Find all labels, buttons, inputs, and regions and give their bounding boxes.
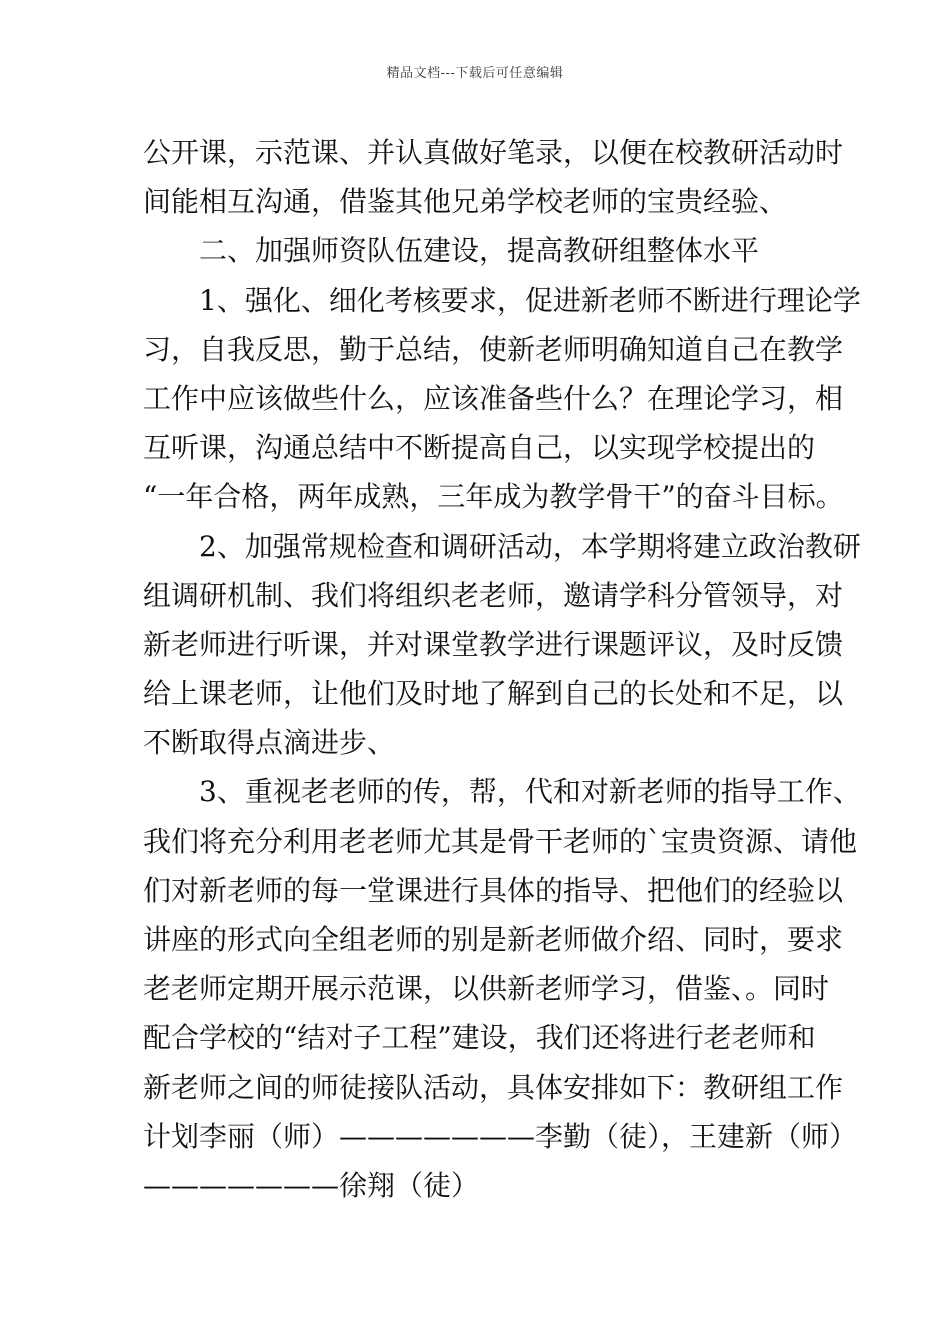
section-heading: 二、加强师资队伍建设，提高教研组整体水平: [199, 234, 760, 268]
text-line: 3、重视老老师的传，帮，代和对新老师的指导工作、: [199, 775, 861, 809]
text-line: 我们将充分利用老老师尤其是骨干老师的`宝贵资源、请他: [143, 824, 858, 858]
text-line: 间能相互沟通，借鉴其他兄弟学校老师的宝贵经验、: [143, 185, 788, 219]
page-header: 精品文档---下载后可任意编辑: [386, 66, 564, 81]
text-line: 习，自我反思，勤于总结，使新老师明确知道自己在教学: [143, 332, 844, 366]
text-line: “一年合格，两年成熟，三年成为教学骨干”的奋斗目标。: [143, 480, 844, 514]
text-line: 给上课老师，让他们及时地了解到自己的长处和不足，以: [143, 677, 844, 711]
text-line: 互听课，沟通总结中不断提高自己，以实现学校提出的: [143, 431, 816, 465]
text-line: 新老师进行听课，并对课堂教学进行课题评议，及时反馈: [143, 627, 844, 661]
text-line: 公开课，示范课、并认真做好笔录，以便在校教研活动时: [143, 136, 844, 169]
text-line: 1、强化、细化考核要求，促进新老师不断进行理论学: [199, 283, 861, 317]
text-line: 们对新老师的每一堂课进行具体的指导、把他们的经验以: [143, 873, 844, 907]
text-line: ———————徐翔（徒）: [143, 1168, 480, 1202]
text-line: 新老师之间的师徒接队活动，具体安排如下：教研组工作: [143, 1070, 844, 1104]
text-line: 工作中应该做些什么，应该准备些什么？在理论学习，相: [143, 381, 844, 415]
text-line: 2、加强常规检查和调研活动，本学期将建立政治教研: [199, 529, 861, 563]
document-body: [143, 128, 861, 1210]
text-line: 老老师定期开展示范课，以供新老师学习，借鉴、。同时: [143, 972, 830, 1006]
text-line: 组调研机制、我们将组织老老师，邀请学科分管领导，对: [143, 578, 844, 612]
text-line: 计划李丽（师）———————李勤（徒），王建新（师）: [143, 1119, 858, 1153]
text-line: 不断取得点滴进步、: [143, 726, 396, 760]
text-line: 配合学校的“结对子工程”建设，我们还将进行老老师和: [143, 1021, 816, 1055]
text-line: 讲座的形式向全组老师的别是新老师做介绍、同时，要求: [143, 923, 844, 956]
